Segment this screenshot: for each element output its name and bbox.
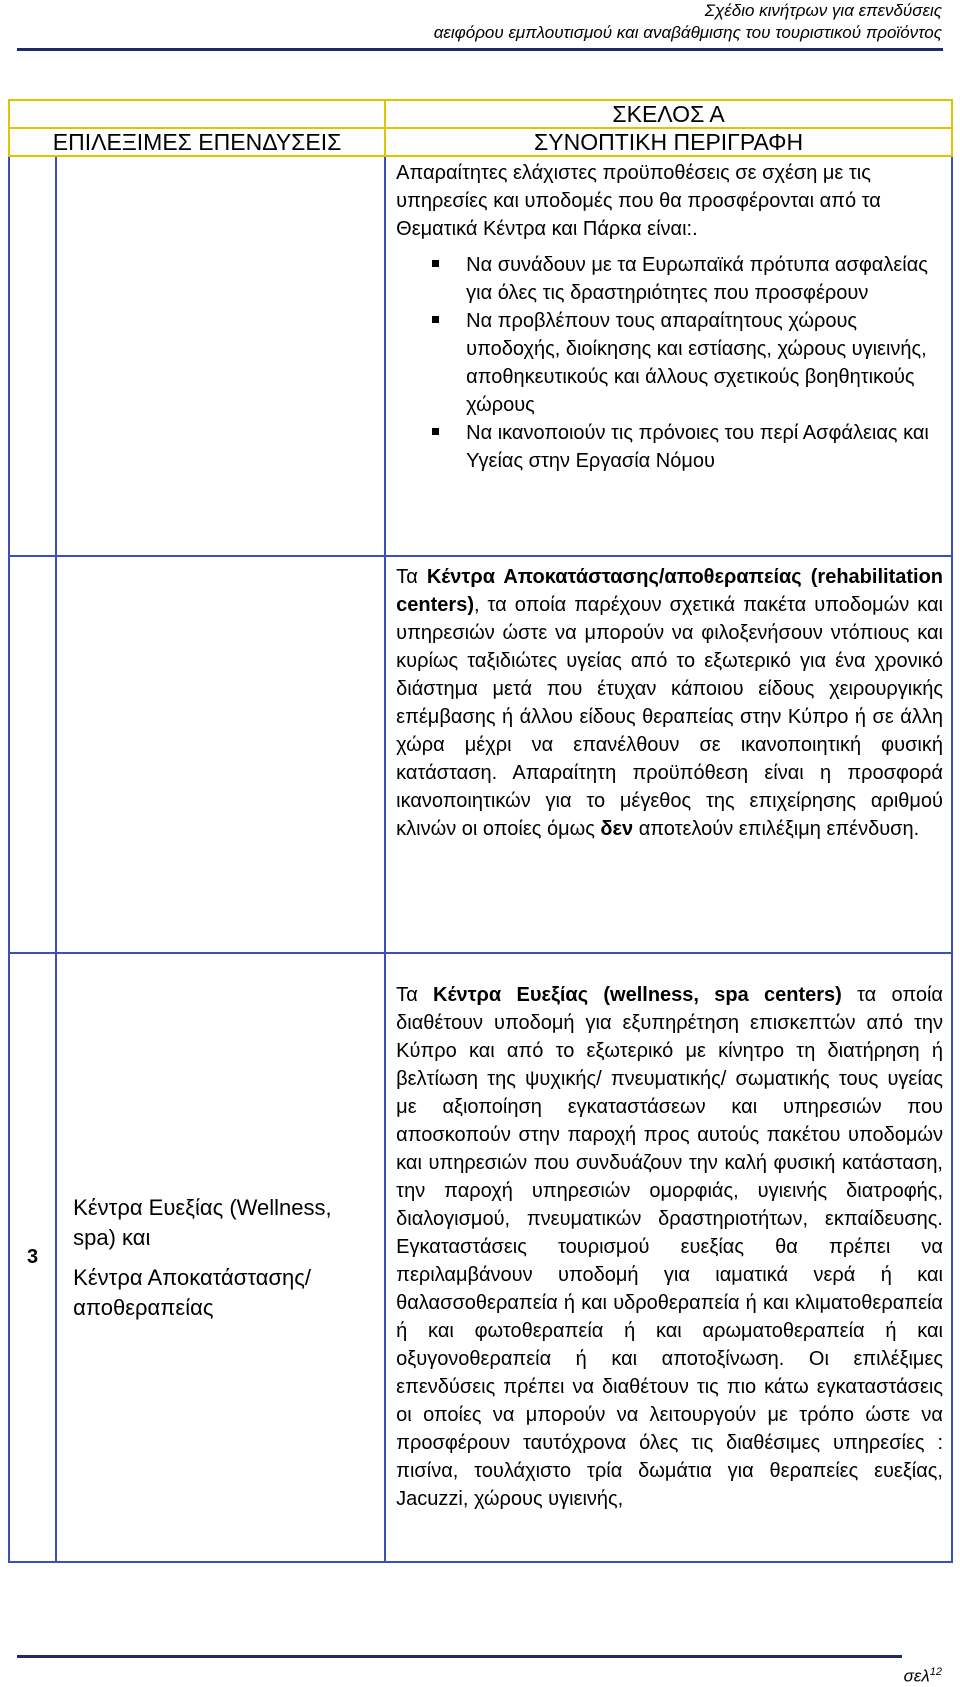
page-label: σελ [903, 1666, 930, 1686]
rehab-paragraph [386, 557, 951, 843]
table-row-rehabilitation [9, 556, 952, 953]
list-item: Να συνάδουν με τα Ευρωπαϊκά πρότυπα ασφαλείας για όλες τις δραστηριότητες που προσφέρουν [466, 251, 951, 307]
rehab-text: , τα οποία παρέχουν σχετικά πακέτα υποδομών και υπηρεσιών ώστε να μπορούν να φιλοξενήσουν ντόπιους και κυρίως ταξιδιώτες υγείας από το εξωτερικό για ένα χρονικό διάστημα μετά που έτυχαν κάποιου είδους χειρουργικής επέμβασης ή άλλου είδους θεραπείας στην Κύπρο ή σε άλλη χώρα μέχρι να επανέλθουν σε ικανοποιητική φυσική κατάσταση. Απαραίτητη προϋπόθεση είναι η προσφορά ικανοποιητικών για το μέγεθος της επιχείρησης αριθμού κλινών οι οποίες όμως [396, 594, 943, 840]
header-subtitle: αειφόρου εμπλουτισμού και αναβάθμισης του τουριστικού προϊόντος [433, 23, 942, 42]
wellness-title: Κέντρα Ευεξίας (wellness, spa centers) [433, 984, 842, 1006]
column-header-description: ΣΥΝΟΠΤΙΚΗ ΠΕΡΙΓΡΑΦΗ [385, 128, 952, 156]
table-row-3 [9, 953, 952, 1562]
section-header-row [9, 100, 952, 128]
column-header-eligible: ΕΠΙΛΕΞΙΜΕΣ ΕΠΕΝΔΥΣΕΙΣ [9, 128, 385, 156]
investment-name-line1: Κέντρα Ευεξίας (Wellness, spa) και [73, 1194, 332, 1250]
prerequisites-cell [385, 156, 952, 556]
page-number-value: 12 [929, 1666, 942, 1678]
investment-name-cell [56, 953, 385, 1562]
prerequisites-list [386, 251, 951, 475]
investments-table [8, 99, 953, 1563]
list-item: Να ικανοποιούν τις πρόνοιες του περί Ασφάλειας και Υγείας στην Εργασία Νόμου [466, 419, 951, 475]
footer-rule [17, 1655, 902, 1658]
header-rule [17, 48, 943, 51]
wellness-paragraph [386, 954, 951, 1513]
section-title: ΣΚΕΛΟΣ Α [385, 100, 952, 128]
column-header-row [9, 128, 952, 156]
investment-name-line2: Κέντρα Αποκατάστασης/ αποθεραπείας [73, 1264, 311, 1320]
list-item: Να προβλέπουν τους απαραίτητους χώρους υποδοχής, διοίκησης και εστίασης, χώρους υγιεινής, αποθηκευτικούς και άλλους σχετικούς βοηθητικούς χώρους [466, 307, 951, 419]
wellness-text: τα οποία διαθέτουν υποδομή για εξυπηρέτηση επισκεπτών από την Κύπρο και από το εξωτερικό με κίνητρο τη διατήρηση ή βελτίωση της ψυχικής/ πνευματικής/ σωματικής τους υγείας με αξιοποίηση εγκαταστάσεων και υπηρεσιών που αποσκοπούν στην παροχή προς αυτούς πακέτου υποδομών και υπηρεσιών που συνδυάζουν την καλή φυσική κατάσταση, την παροχή υπηρεσιών ομορφιάς, υγιεινής διατροφής, διαλογισμού, πνευματικών δραστηριοτήτων, εκπαίδευσης. Εγκαταστάσεις τουρισμού ευεξίας θα πρέπει να περιλαμβάνουν υποδομή για ιαματικά νερά ή και θαλασσοθεραπεία ή και υδροθεραπεία ή και κλιματοθεραπεία ή και φωτοθεραπεία ή και αρωματοθεραπεία ή και οξυγονοθεραπεία ή και αποτοξίνωση. Οι επιλέξιμες επενδύσεις πρέπει να διαθέτουν τις πιο κάτω εγκαταστάσεις οι οποίες να μπορούν να λειτουργούν με τρόπο ώστε να προσφέρουν ταυτόχρονα όλες τις διαθέσιμες υπηρεσίες : πισίνα, τουλάχιστο τρία δωμάτια για θεραπείες ευεξίας, Jacuzzi, χώρους υγιεινής, [396, 984, 943, 1510]
rehab-text: Τα [396, 566, 427, 588]
prerequisites-intro: Απαραίτητες ελάχιστες προϋποθέσεις σε σχέση με τις υπηρεσίες και υποδομές που θα προσφέρονται από τα Θεματικά Κέντρα και Πάρκα είναι:. [396, 162, 881, 240]
rehab-cell [385, 556, 952, 953]
wellness-cell [385, 953, 952, 1562]
rehab-text: αποτελούν επιλέξιμη επένδυση. [633, 818, 920, 840]
rehab-emphasis: δεν [600, 818, 634, 840]
table-row-prerequisites [9, 156, 952, 556]
wellness-text: Τα [396, 984, 434, 1006]
row-number: 3 [9, 953, 56, 1562]
page-number [904, 1662, 942, 1687]
rehab-title: Κέντρα Αποκατάστασης/αποθεραπείας (rehabilitation centers) [396, 566, 943, 616]
header-title: Σχέδιο κινήτρων για επενδύσεις [704, 1, 942, 20]
